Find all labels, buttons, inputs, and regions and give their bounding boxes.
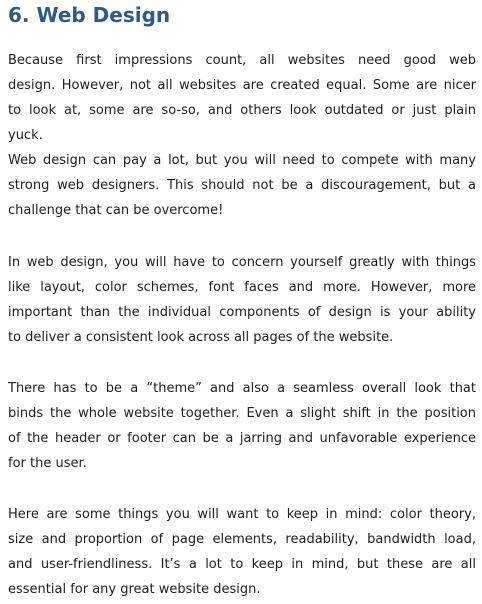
text-line: strong web designers. This should not be a discouragement, but a bbox=[8, 178, 476, 193]
paragraph-pay-and-competition bbox=[8, 148, 476, 223]
text-line: design. However, not all websites are created equal. Some are nicer bbox=[8, 78, 476, 93]
text-line: yuck. bbox=[8, 128, 43, 143]
text-line: Because first impressions count, all websites need good web bbox=[8, 53, 476, 68]
text-line: essential for any great website design. bbox=[8, 582, 261, 597]
paragraph-first-impressions bbox=[8, 48, 476, 148]
text-line: of the header or footer can be a jarring and unfavorable experience bbox=[8, 431, 476, 446]
text-line: Web design can pay a lot, but you will need to compete with many bbox=[8, 153, 476, 168]
text-line: important than the individual components of design is your ability bbox=[8, 305, 476, 320]
section-heading: 6. Web Design bbox=[8, 3, 171, 27]
text-line: Here are some things you will want to keep in mind: color theory, bbox=[8, 507, 476, 522]
paragraph-things-to-keep-in-mind bbox=[8, 502, 476, 602]
text-line: binds the whole website together. Even a slight shift in the position bbox=[8, 406, 476, 421]
text-line: like layout, color schemes, font faces and more. However, more bbox=[8, 280, 476, 295]
text-line: challenge that can be overcome! bbox=[8, 203, 224, 218]
paragraph-design-components bbox=[8, 250, 476, 350]
text-line: to deliver a consistent look across all pages of the website. bbox=[8, 330, 394, 345]
text-line: and user-friendliness. It’s a lot to keep in mind, but these are all bbox=[8, 557, 476, 572]
paragraph-theme bbox=[8, 376, 476, 476]
text-line: to look at, some are so-so, and others look outdated or just plain bbox=[8, 103, 476, 118]
text-line: In web design, you will have to concern yourself greatly with things bbox=[8, 255, 476, 270]
text-line: for the user. bbox=[8, 456, 87, 471]
text-line: size and proportion of page elements, readability, bandwidth load, bbox=[8, 532, 476, 547]
text-line: There has to be a “theme” and also a seamless overall look that bbox=[8, 381, 476, 396]
